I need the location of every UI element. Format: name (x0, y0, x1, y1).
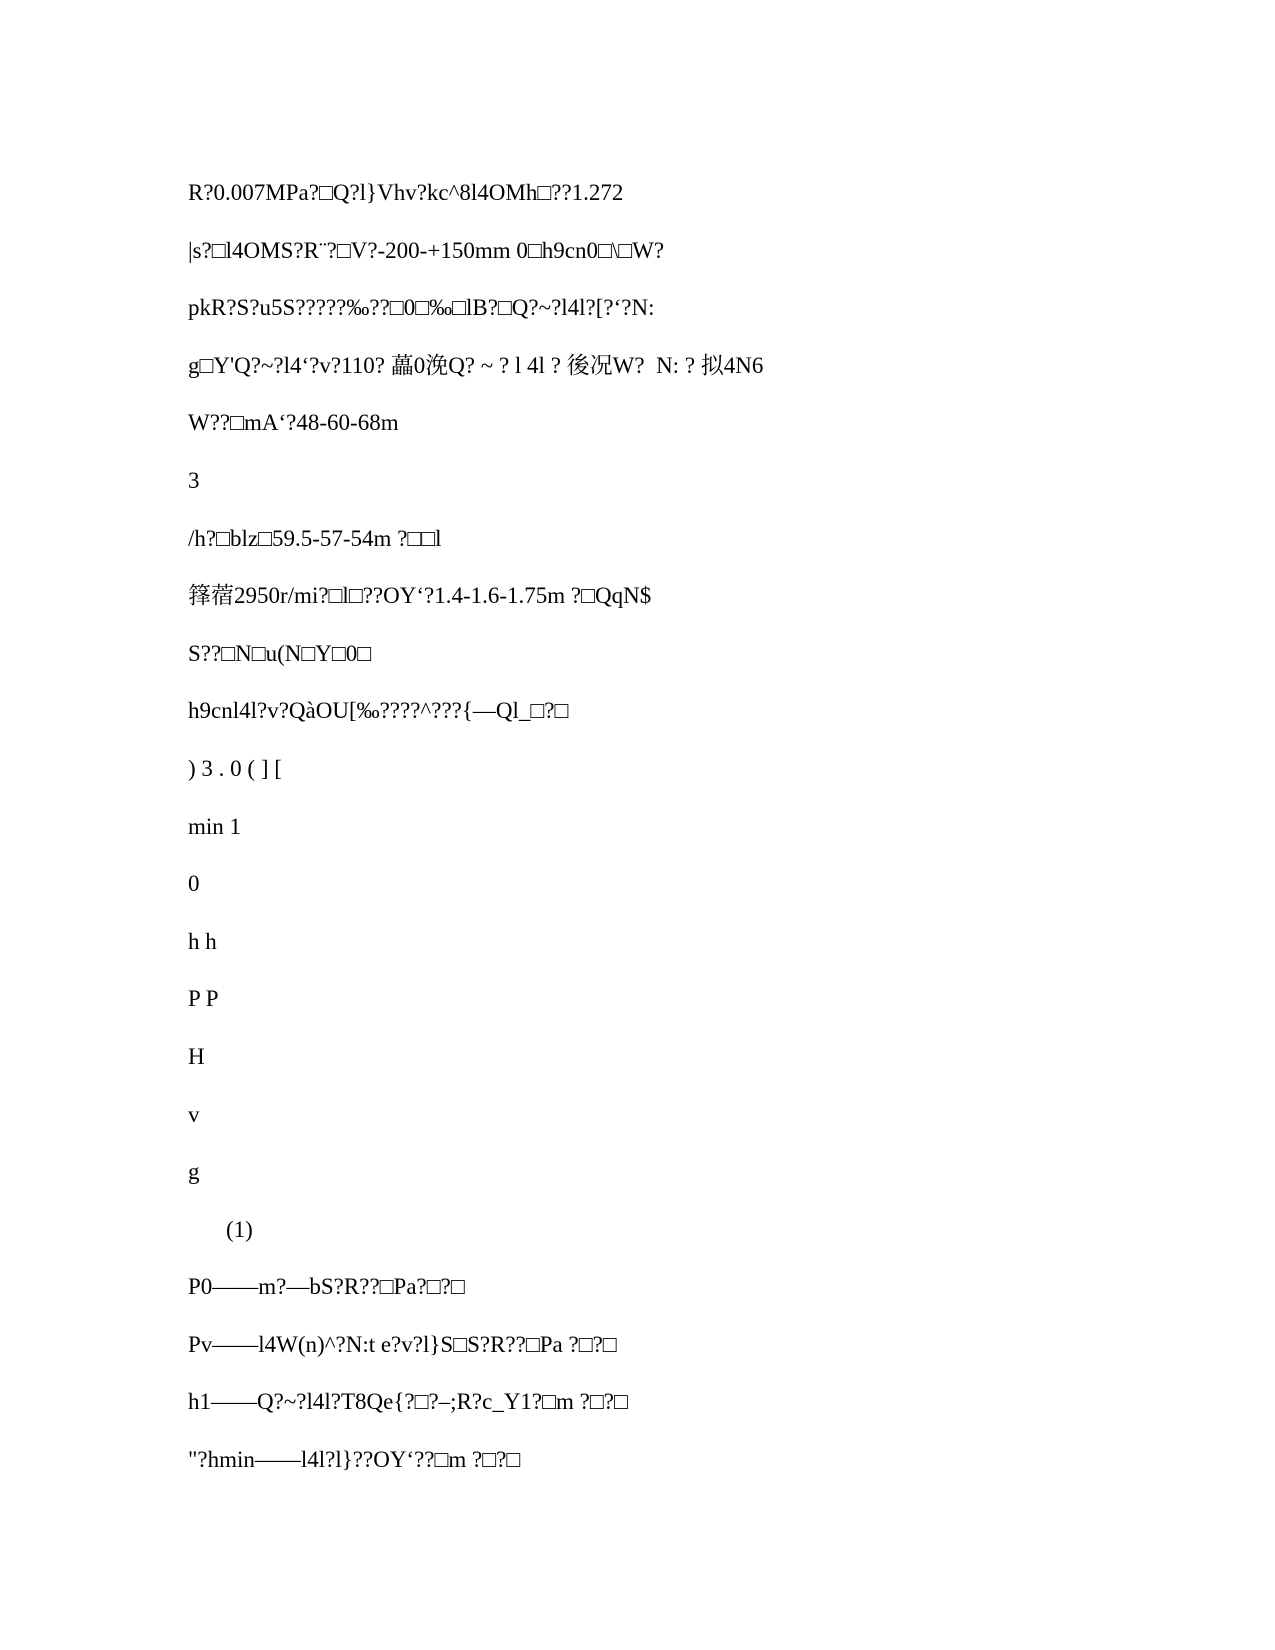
formula-line: H (188, 1043, 205, 1069)
formula-line: g (188, 1159, 200, 1185)
formula-line: P P (188, 986, 219, 1012)
formula-line: min 1 (188, 813, 242, 839)
variable-definition: "?hmin——l4l?l}??OY‘??□m ?□?□ (188, 1447, 521, 1473)
text-line: S??□N□u(N□Y□0□ (188, 640, 372, 666)
formula-line: 0 (188, 871, 200, 897)
document-body (188, 178, 763, 1503)
equation-number: (1) (226, 1216, 253, 1242)
formula-line: v (188, 1101, 200, 1127)
variable-definition: h1——Q?~?l4l?T8Qe{?□?–;R?c_Y1?□m ?□?□ (188, 1389, 628, 1415)
formula-line: h h (188, 928, 217, 954)
variable-definition: Pv——l4W(n)^?N:t e?v?l}S□S?R??□Pa ?□?□ (188, 1331, 617, 1357)
text-line: /h?□blz□59.5-57-54m ?□□l (188, 525, 442, 551)
text-line: W??□mA‘?48-60-68m (188, 410, 399, 436)
formula-line: ) 3 . 0 ( ] [ (188, 755, 282, 781)
variable-definition: P0——m?—bS?R??□Pa?□?□ (188, 1274, 465, 1300)
text-line: g□Y'Q?~?l4‘?v?110? 藟0浼Q? ~ ? l 4l ? 後况W? N: ? 拟4N6 (188, 352, 764, 378)
text-line: pkR?S?u5S?????‰??□0□‰□lB?□Q?~?l4l?[?‘?N: (188, 295, 655, 321)
text-line: h9cnl4l?v?QàOU[‰????^???{—Ql_□?□ (188, 698, 569, 724)
text-line: |s?□l4OMS?R¨?□V?-200-+150mm 0□h9cn0□\□W? (188, 237, 665, 263)
text-line: 箨蓿2950r/mi?□l□??OY‘?1.4-1.6-1.75m ?□QqN$ (188, 583, 652, 609)
text-line: R?0.007MPa?□Q?l}Vhv?kc^8l4OMh□??1.272 (188, 180, 624, 205)
text-line: 3 (188, 467, 200, 493)
